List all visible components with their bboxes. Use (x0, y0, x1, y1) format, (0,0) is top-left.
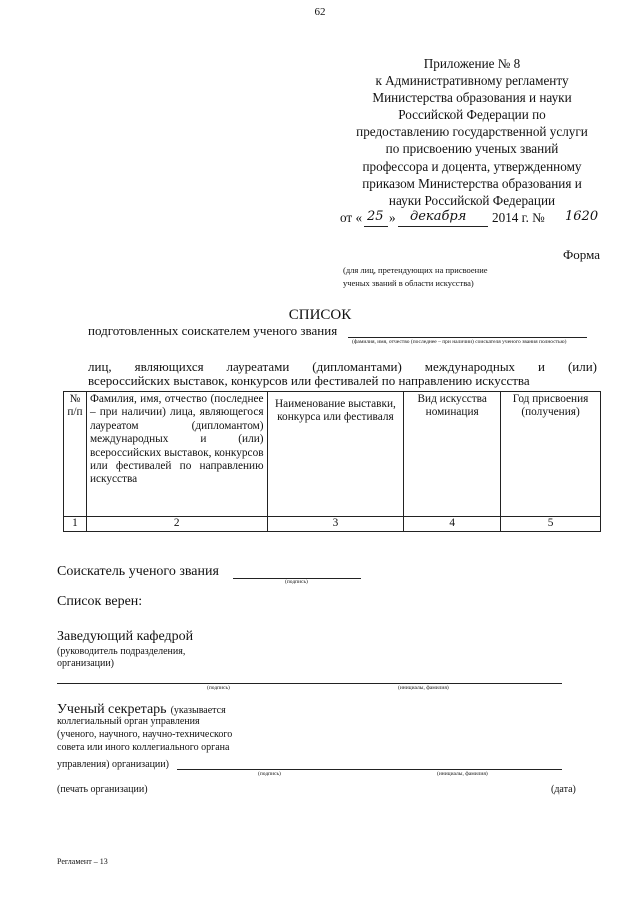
appendix-line: Министерства образования и науки (372, 90, 572, 106)
order-number-handwritten: 1620 (565, 209, 599, 224)
col-number: 4 (404, 517, 501, 532)
col-header-year: Год присвоения (получения) (501, 392, 601, 517)
secretary-note: (ученого, научного, научно-технического (57, 729, 233, 740)
col-header-number: № п/п (64, 392, 87, 517)
word: являющихся (134, 359, 204, 374)
head-note: организации) (57, 658, 115, 669)
secretary-note: (указывается (170, 705, 226, 716)
appendix-line: предоставлению государственной услуги (356, 124, 588, 140)
word: (или) (567, 359, 597, 374)
date-prefix: от « (340, 210, 363, 225)
col-number: 2 (86, 517, 267, 532)
list-title: СПИСОК (288, 307, 352, 323)
date-year: 2014 г. № (492, 210, 545, 225)
secretary-note: управления) организации) (57, 759, 169, 770)
appendix-line: профессора и доцента, утвержденному (362, 158, 582, 174)
head-title: Заведующий кафедрой (57, 629, 194, 644)
form-note-line: (для лиц, претендующих на присвоение (343, 265, 488, 275)
col-number: 1 (64, 517, 87, 532)
laureates-table (63, 391, 601, 532)
verified-label: Список верен: (57, 594, 143, 609)
word: международных (424, 359, 516, 374)
secretary-note: коллегиальный орган управления (57, 716, 200, 727)
secretary-initials-note: (инициалы, фамилия) (437, 771, 488, 777)
date-mid: » (389, 210, 396, 225)
seal-label: (печать организации) (57, 784, 148, 795)
secretary-title: Ученый секретарь (57, 702, 167, 717)
col-number: 5 (501, 517, 601, 532)
word: лауреатами (226, 359, 290, 374)
applicant-name-note: (фамилия, имя, отчество (последнее – при наличии) соискателя ученого звания полностью) (352, 339, 567, 345)
appendix-line: Приложение № 8 (423, 56, 521, 71)
page-number: 62 (314, 6, 326, 18)
order-date-line (340, 210, 362, 226)
appendix-line: приказом Министерства образования и (362, 175, 582, 191)
head-initials-note: (инициалы, фамилия) (398, 685, 449, 691)
applicant-name-line (348, 337, 587, 338)
col-number: 3 (267, 517, 404, 532)
word: (дипломантами) (312, 359, 402, 374)
form-note-line: ученых званий в области искусства) (343, 278, 474, 288)
head-note: (руководитель подразделения, (57, 646, 186, 657)
secretary-sign-line (177, 769, 562, 770)
list-subtitle: подготовленных соискателем ученого звания (88, 323, 338, 338)
table-row (64, 517, 601, 532)
secretary-sign-note: (подпись) (258, 771, 281, 777)
word: и (538, 359, 545, 374)
form-note (343, 264, 488, 290)
appendix-line: по присвоению ученых званий (385, 141, 559, 157)
date-label: (дата) (551, 784, 576, 795)
date-month-handwritten: декабря (410, 209, 467, 224)
word: лиц, (88, 359, 112, 374)
applicant-sign-note: (подпись) (285, 579, 308, 585)
appendix-line: науки Российской Федерации (388, 192, 556, 208)
date-day-line (364, 226, 388, 227)
laureate-line-2: всероссийских выставок, конкурсов или фестивалей по направлению искусства (88, 373, 530, 388)
secretary-note: совета или иного коллегиального органа (57, 742, 230, 753)
applicant-label: Соискатель ученого звания (57, 564, 219, 579)
footer-regulation: Регламент – 13 (57, 857, 108, 866)
appendix-line: к Административному регламенту (375, 73, 569, 89)
head-sign-line (57, 683, 562, 684)
col-header-name: Фамилия, имя, отчество (последнее – при наличии) лица, являющегося лауреатом (дипломантом) международных и (или) всероссийских выставок, конкурсов или фестивалей по направлению искусства (86, 392, 267, 517)
col-header-exhibition: Наименование выставки, конкурса или фестиваля (267, 392, 404, 517)
appendix-line: Российской Федерации по (398, 107, 546, 123)
date-month-line (398, 226, 488, 227)
col-header-art-type: Вид искусства номинация (404, 392, 501, 517)
appendix-header (338, 55, 606, 209)
head-sign-note: (подпись) (207, 685, 230, 691)
date-day-handwritten: 25 (367, 209, 384, 224)
form-label: Форма (563, 247, 600, 262)
table-header-row (64, 392, 601, 517)
